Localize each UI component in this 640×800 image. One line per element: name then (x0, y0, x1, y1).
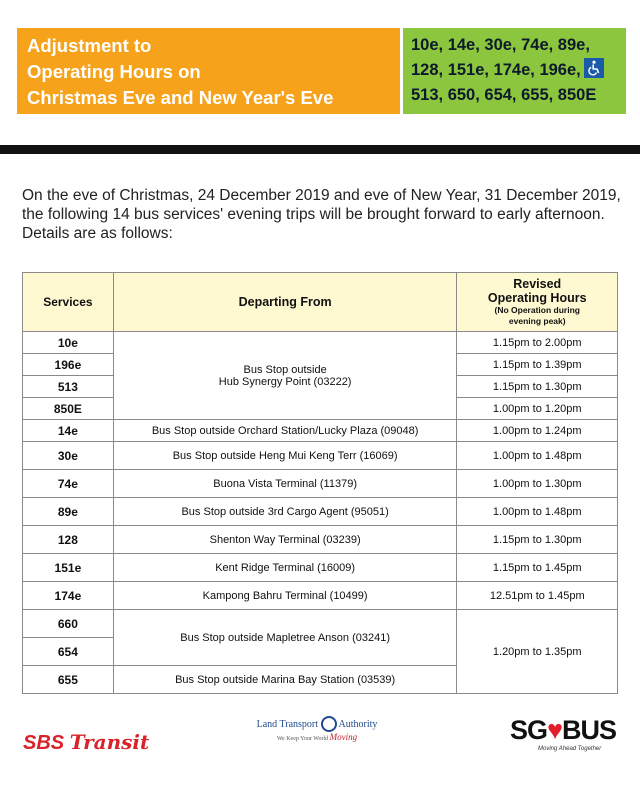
table-row (23, 582, 618, 610)
table-row (23, 610, 618, 638)
departing-line: Bus Stop outside (243, 363, 327, 376)
services-line-with-icon (411, 58, 622, 83)
title-line: Christmas Eve and New Year's Eve (27, 87, 334, 108)
services-line: 513, 650, 654, 655, 850E (411, 86, 597, 104)
header-hours (457, 273, 618, 332)
schedule-table (22, 272, 618, 694)
service-cell: 30e (23, 442, 114, 470)
departing-cell: Buona Vista Terminal (11379) (113, 470, 457, 498)
lta-logo-text: Authority (338, 719, 378, 730)
table-header-row (23, 273, 618, 332)
table-row (23, 498, 618, 526)
title-banner (17, 28, 400, 114)
logo-strip (0, 710, 640, 770)
table-row (23, 442, 618, 470)
lta-logo-tagline (252, 732, 382, 742)
lta-logo-text: Land Transport (256, 719, 319, 730)
lta-logo-text: We Keep Your World (276, 736, 329, 742)
departing-cell-merged: Bus Stop outside Mapletree Anson (03241) (113, 610, 457, 666)
hours-cell: 1.00pm to 1.30pm (457, 470, 618, 498)
lta-logo-line (252, 716, 382, 732)
departing-line: Hub Synergy Point (03222) (218, 375, 352, 388)
service-cell: 128 (23, 526, 114, 554)
service-cell: 196e (23, 354, 114, 376)
lta-logo-text: Moving (329, 732, 358, 742)
hours-cell: 1.15pm to 1.30pm (457, 376, 618, 398)
sbs-logo-text: SBS (23, 732, 65, 754)
service-cell: 74e (23, 470, 114, 498)
services-banner (403, 28, 626, 114)
header-hours-note: evening peak) (508, 316, 566, 326)
table-row (23, 526, 618, 554)
service-cell: 89e (23, 498, 114, 526)
service-cell: 655 (23, 666, 114, 694)
hours-cell: 12.51pm to 1.45pm (457, 582, 618, 610)
lta-swirl-icon (321, 716, 337, 732)
table-row (23, 554, 618, 582)
header-hours-line: Revised (513, 277, 562, 291)
service-cell: 174e (23, 582, 114, 610)
services-line: 10e, 14e, 30e, 74e, 89e, (411, 36, 590, 54)
table-row (23, 420, 618, 442)
heart-icon: ♥ (547, 715, 563, 745)
header-hours-line: Operating Hours (487, 291, 587, 305)
departing-cell: Bus Stop outside Orchard Station/Lucky Plaza (09048) (113, 420, 457, 442)
service-cell: 660 (23, 610, 114, 638)
title-line: Operating Hours on (27, 61, 201, 82)
hours-cell: 1.00pm to 1.48pm (457, 442, 618, 470)
services-line: 128, 151e, 174e, 196e, (411, 61, 581, 79)
table-row (23, 470, 618, 498)
sgbus-logo (510, 715, 616, 746)
departing-cell: Kent Ridge Terminal (16009) (113, 554, 457, 582)
sbs-logo-text: Transit (69, 730, 150, 754)
hours-cell-merged: 1.20pm to 1.35pm (457, 610, 618, 694)
header-hours-note: (No Operation during (494, 305, 580, 315)
sgbus-logo-text: BUS (562, 715, 617, 745)
intro-paragraph: On the eve of Christmas, 24 December 2019 and eve of New Year, 31 December 2019, the following 14 bus services' evening trips will be brought forward to early afternoon. Details are as follows: (22, 187, 621, 242)
service-cell: 513 (23, 376, 114, 398)
header-services: Services (23, 273, 114, 332)
departing-cell: Bus Stop outside 3rd Cargo Agent (95051) (113, 498, 457, 526)
title-line: Adjustment to (27, 35, 152, 56)
header-departing: Departing From (113, 273, 457, 332)
service-cell: 151e (23, 554, 114, 582)
table-row (23, 332, 618, 354)
hours-cell: 1.15pm to 1.39pm (457, 354, 618, 376)
sgbus-tagline: Moving Ahead Together (538, 746, 602, 752)
hours-cell: 1.15pm to 1.30pm (457, 526, 618, 554)
sgbus-logo-text: SG (510, 715, 548, 745)
hours-cell: 1.00pm to 1.48pm (457, 498, 618, 526)
hours-cell: 1.00pm to 1.20pm (457, 398, 618, 420)
hours-cell: 1.15pm to 1.45pm (457, 554, 618, 582)
divider-bar (0, 145, 640, 154)
sbs-transit-logo (23, 730, 149, 755)
hours-cell: 1.15pm to 2.00pm (457, 332, 618, 354)
departing-cell-merged (113, 332, 457, 420)
service-cell: 10e (23, 332, 114, 354)
departing-cell: Bus Stop outside Marina Bay Station (03539) (113, 666, 457, 694)
wheelchair-icon (584, 58, 604, 78)
departing-cell: Shenton Way Terminal (03239) (113, 526, 457, 554)
departing-cell: Bus Stop outside Heng Mui Keng Terr (16069) (113, 442, 457, 470)
hours-cell: 1.00pm to 1.24pm (457, 420, 618, 442)
lta-logo (252, 716, 382, 742)
service-cell: 14e (23, 420, 114, 442)
service-cell: 654 (23, 638, 114, 666)
service-cell: 850E (23, 398, 114, 420)
departing-cell: Kampong Bahru Terminal (10499) (113, 582, 457, 610)
